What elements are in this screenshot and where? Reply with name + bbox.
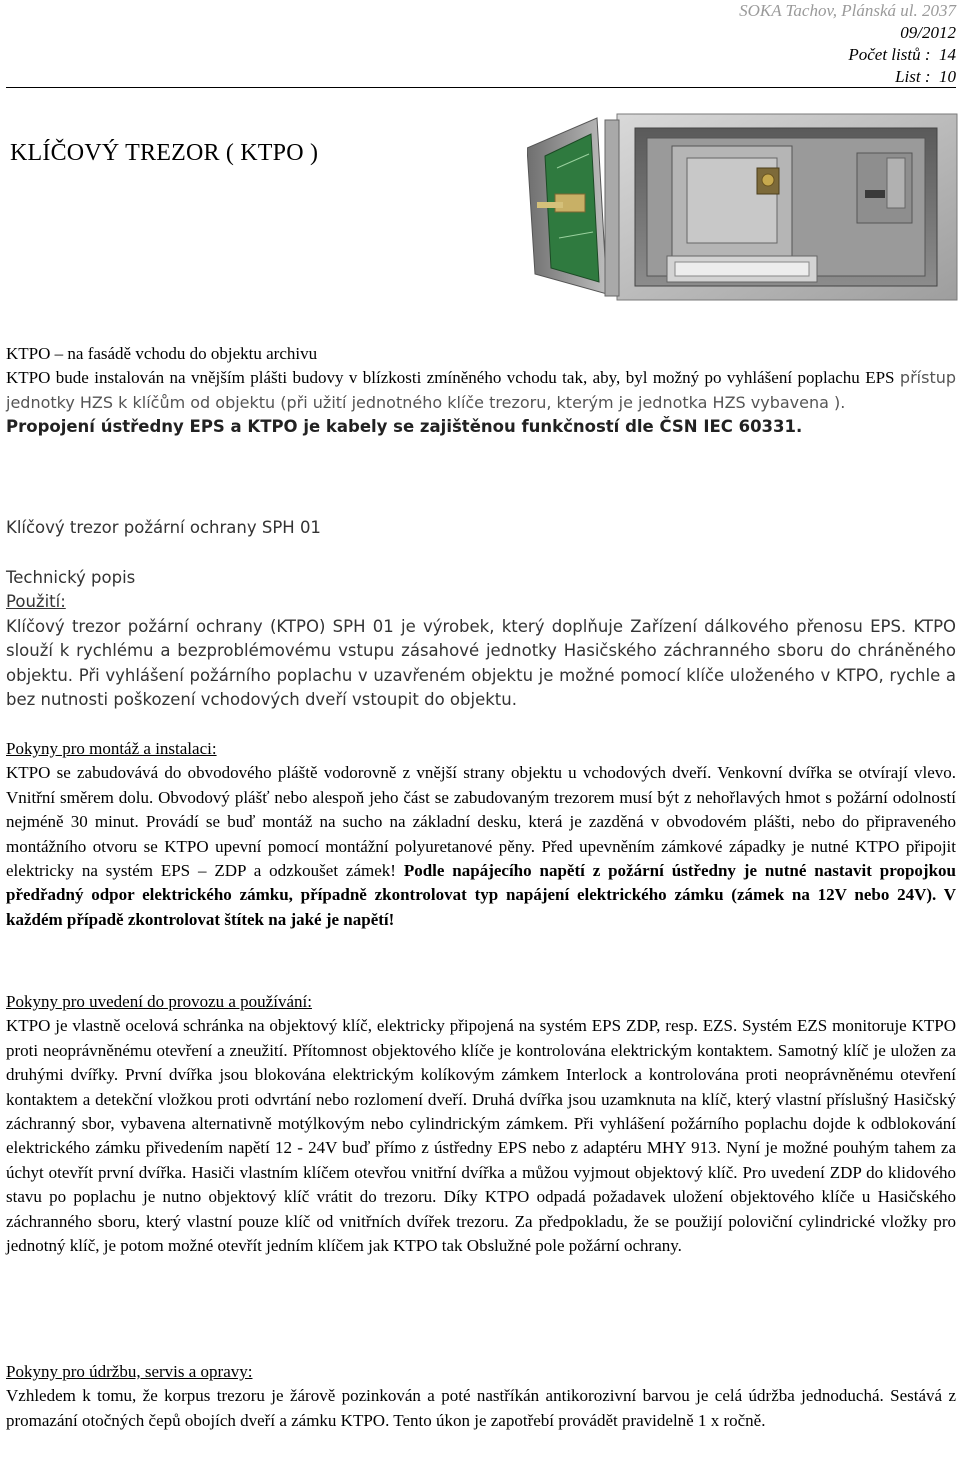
- maintenance-heading: Pokyny pro údržbu, servis a opravy:: [6, 1362, 253, 1381]
- usage-text3: Při vyhlášení požárního poplachu v uzavřeném objektu je možné pomocí klíče uloženého v KTPO, rychle a bez nutnosti poškození vchodových dveří vstoupit do objektu.: [6, 665, 956, 710]
- intro-section: [6, 342, 956, 440]
- header-sheet-label: List :: [895, 67, 931, 86]
- product-section: [6, 566, 956, 712]
- install-text1: KTPO se zabudovává do obvodového pláště vodorovně z vnější strany objektu u vchodových dveří. Venkovní dvířka se otvírají vlevo. Vnitřní směrem dolu. Obvodový plášť nebo alespoň jeho část se zabudovaným trezorem musí být z nehořlavých hmot s požární odolností nejméně 30 minut. Provádí se buď montáž na sucho na základní desku, která je zazděná v obvodovém plášti, nebo do připraveného montážního otvoru se KTPO upevní pomocí montážní polyuretanové pěny. Před upevněním zámkové západky je nutné KTPO připojit elektricky na systém EPS – ZDP a odzkoušet zámek!: [6, 763, 956, 881]
- product-subtitle: Technický popis: [6, 568, 136, 587]
- product-title: Klíčový trezor požární ochrany SPH 01: [6, 518, 321, 537]
- intro-line2-serif: KTPO bude instalován na vnějším plášti budovy v blízkosti zmíněného vchodu tak, aby, byl možný po vyhlášení poplachu EPS: [6, 368, 895, 388]
- operation-heading: Pokyny pro uvedení do provozu a používání:: [6, 992, 312, 1011]
- header-sheet: [739, 66, 956, 88]
- usage-text2: KTPO slouží k rychlému a bezproblémovému vstupu zásahové jednotky Hasičského záchranného sboru do chráněného objektu.: [6, 616, 957, 685]
- install-text-bold: Podle napájecího napětí z požární ústředny je nutné nastavit propojkou předřadný odpor elektrického zámku, případně zkontrolovat typ napájení elektrického zámku (zámek na 12V nebo 24V). V každém případě zkontrolovat štítek na jaké je napětí!: [6, 861, 956, 929]
- operation-section: [6, 990, 956, 1258]
- header-sheet-number: 10: [939, 67, 956, 86]
- usage-heading: Použití:: [6, 592, 66, 612]
- header-sheets-count: 14: [939, 45, 956, 64]
- key-safe-illustration: [527, 98, 960, 302]
- header-sheets: [739, 44, 956, 66]
- install-section: [6, 737, 956, 932]
- intro-line2: [6, 366, 956, 415]
- maintenance-text: Vzhledem k tomu, že korpus trezoru je žárově pozinkován a poté nastříkán antikorozivní barvou je celá údržba jednoduchá. Sestává z promazání otočných čepů obojích dveří a zámku KTPO. Tento úkon je zapotřebí provádět pravidelně 1 x ročně.: [6, 1386, 956, 1430]
- page-title: KLÍČOVÝ TREZOR ( KTPO ): [10, 140, 319, 166]
- page-header: [739, 0, 956, 88]
- usage-text1: Klíčový trezor požární ochrany (KTPO) SPH 01 je výrobek, který doplňuje Zařízení dálkového přenosu EPS.: [6, 616, 907, 636]
- install-text: [6, 761, 956, 932]
- intro-line2-sans: přístup jednotky HZS k klíčům od objektu (při užití jednotného klíče trezoru, kterým je jednotka HZS vybavena ).: [6, 368, 957, 412]
- header-rule: [6, 87, 956, 88]
- operation-text: KTPO je vlastně ocelová schránka na objektový klíč, elektricky připojená na systém EPS ZDP, resp. EZS. Systém EZS monitoruje KTPO proti neoprávněnému otevření a zneužití. Přítomnost objektového klíče je kontrolována elektrickým kontaktem. Samotný klíč je uložen za druhými dvířky. První dvířka jsou blokována elektrickým kolíkovým zámkem Interlock a kontrolována proti neoprávněnému otevření kontaktem a detekční vložkou proti odvrtání nebo rozlomení dveří. Druhá dvířka jsou uzamknuta na klíč, který vlastní příslušný Hasičský záchranný sbor, vybavena alternativně motýlkovým nebo cylindrickým zámkem. Při vyhlášení požárního poplachu dojde k odblokování elektrického zámku přivedením napětí 12 - 24V buď přímo z ústředny EPS nebo z adaptéru MHY 913. Nyní je možné pouhým tahem za úchyt otevřít první dvířka. Hasiči vlastním klíčem otevřou vnitřní dvířka a můžou vyjmout objektový klíč. Pro uvedení ZDP do klidového stavu po poplachu je nutno objektový klíč vrátit do trezoru. Díky KTPO odpadá požadavek uložení objektového klíče u Hasičského záchranného sboru, který vlastní pouze klíč od vnitřních dvířek trezoru. Za předpokladu, že se použijí poloviční cylindrické vložky pro jednotný klíč, je potom možné otevřít jedním klíčem jak KTPO tak Obslužné pole požární ochrany.: [6, 1016, 956, 1256]
- intro-line3-bold: Propojení ústředny EPS a KTPO je kabely se zajištěnou funkčností dle ČSN IEC 60331.: [6, 417, 803, 437]
- usage-text: [6, 615, 956, 713]
- header-location: SOKA Tachov, Plánská ul. 2037: [739, 1, 956, 20]
- intro-line1: KTPO – na fasádě vchodu do objektu archivu: [6, 344, 318, 363]
- install-heading: Pokyny pro montáž a instalaci:: [6, 739, 217, 758]
- header-date: 09/2012: [900, 23, 956, 42]
- header-sheets-label: Počet listů :: [848, 45, 931, 64]
- key-safe-photo: [527, 98, 960, 302]
- maintenance-section: [6, 1360, 956, 1433]
